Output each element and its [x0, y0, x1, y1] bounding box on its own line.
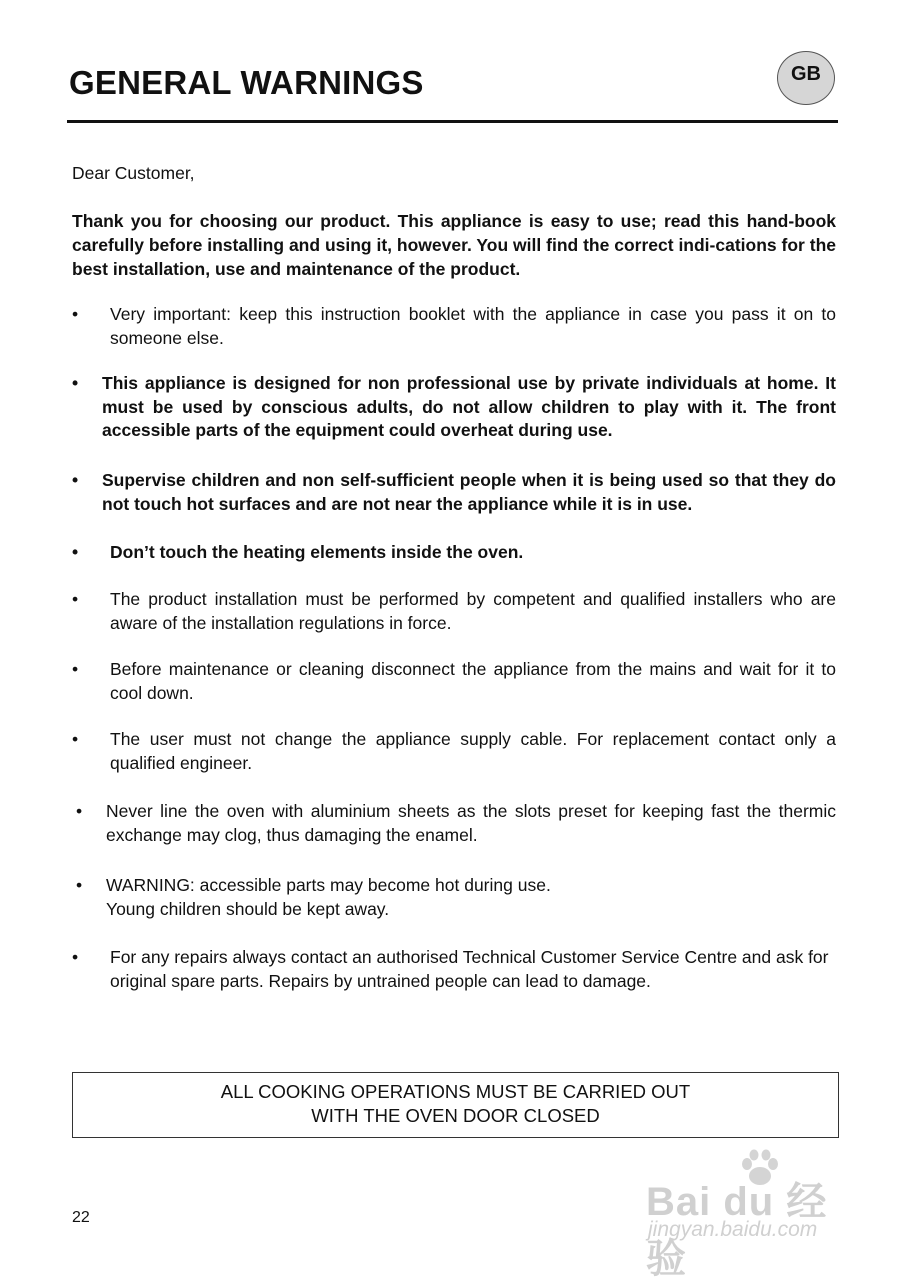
- notice-line: ALL COOKING OPERATIONS MUST BE CARRIED OUT: [220, 1081, 691, 1102]
- warning-item: [72, 728, 836, 775]
- title-divider: [67, 120, 838, 123]
- page-number: 22: [72, 1209, 90, 1226]
- warning-item: [72, 303, 836, 350]
- notice-line: WITH THE OVEN DOOR CLOSED: [311, 1105, 600, 1126]
- salutation: Dear Customer,: [72, 163, 195, 183]
- warning-text: Never line the oven with aluminium sheets as the slots preset for keeping fast the thermic exchange may clog, thus damaging the enamel.: [106, 801, 836, 845]
- warning-line: Young children should be kept away.: [106, 898, 390, 919]
- warning-text: Don’t touch the heating elements inside the oven.: [110, 542, 524, 562]
- warning-text: The product installation must be performed by competent and qualified installers who are aware of the installation regulations in force.: [110, 589, 836, 633]
- warning-item: [72, 541, 836, 565]
- baidu-watermark: [646, 1148, 856, 1281]
- warning-line: WARNING: accessible parts may become hot during use.: [106, 875, 551, 895]
- intro-paragraph: Thank you for choosing our product. This appliance is easy to use; read this hand-book carefully before installing and using it, however. You will find the correct indi-cations for the best installation, use and maintenance of the product.: [72, 211, 836, 279]
- warning-text: This appliance is designed for non professional use by private individuals at home. It must be used by conscious adults, do not allow children to play with it. The front accessible parts of the equipment could overheat during use.: [102, 373, 836, 440]
- warning-item: [72, 372, 836, 443]
- warning-item: [72, 946, 836, 993]
- notice-box: [72, 1072, 839, 1138]
- bullet: •: [72, 589, 79, 609]
- bullet: •: [72, 373, 79, 393]
- language-badge: GB: [777, 51, 835, 105]
- warning-text: Supervise children and non self-sufficient people when it is being used so that they do not touch hot surfaces and are not near the appliance while it is in use.: [102, 470, 836, 514]
- bullet: •: [72, 304, 79, 324]
- warning-item: [72, 874, 836, 921]
- bullet: •: [76, 875, 83, 895]
- warning-item: [72, 658, 836, 705]
- watermark-url: jingyan.baidu.com: [648, 1218, 818, 1241]
- bullet: •: [72, 947, 79, 967]
- page-title: GENERAL WARNINGS: [69, 64, 424, 101]
- watermark-logo: Bai du 经验: [646, 1180, 828, 1281]
- bullet: •: [76, 801, 83, 821]
- warning-text: The user must not change the appliance supply cable. For replacement contact only a qualified engineer.: [110, 729, 836, 773]
- warning-text: Before maintenance or cleaning disconnect the appliance from the mains and wait for it to cool down.: [110, 659, 836, 703]
- warning-text: [106, 874, 836, 921]
- bullet: •: [72, 542, 79, 562]
- warning-text: Very important: keep this instruction booklet with the appliance in case you pass it on to someone else.: [110, 304, 836, 348]
- bullet: •: [72, 470, 79, 490]
- bullet: •: [72, 659, 79, 679]
- warning-item: [72, 800, 836, 847]
- warning-text: For any repairs always contact an authorised Technical Customer Service Centre and ask for original spare parts. Repairs by untrained people can lead to damage.: [110, 947, 829, 991]
- bullet: •: [72, 729, 79, 749]
- warning-item: [72, 469, 836, 516]
- warning-item: [72, 588, 836, 635]
